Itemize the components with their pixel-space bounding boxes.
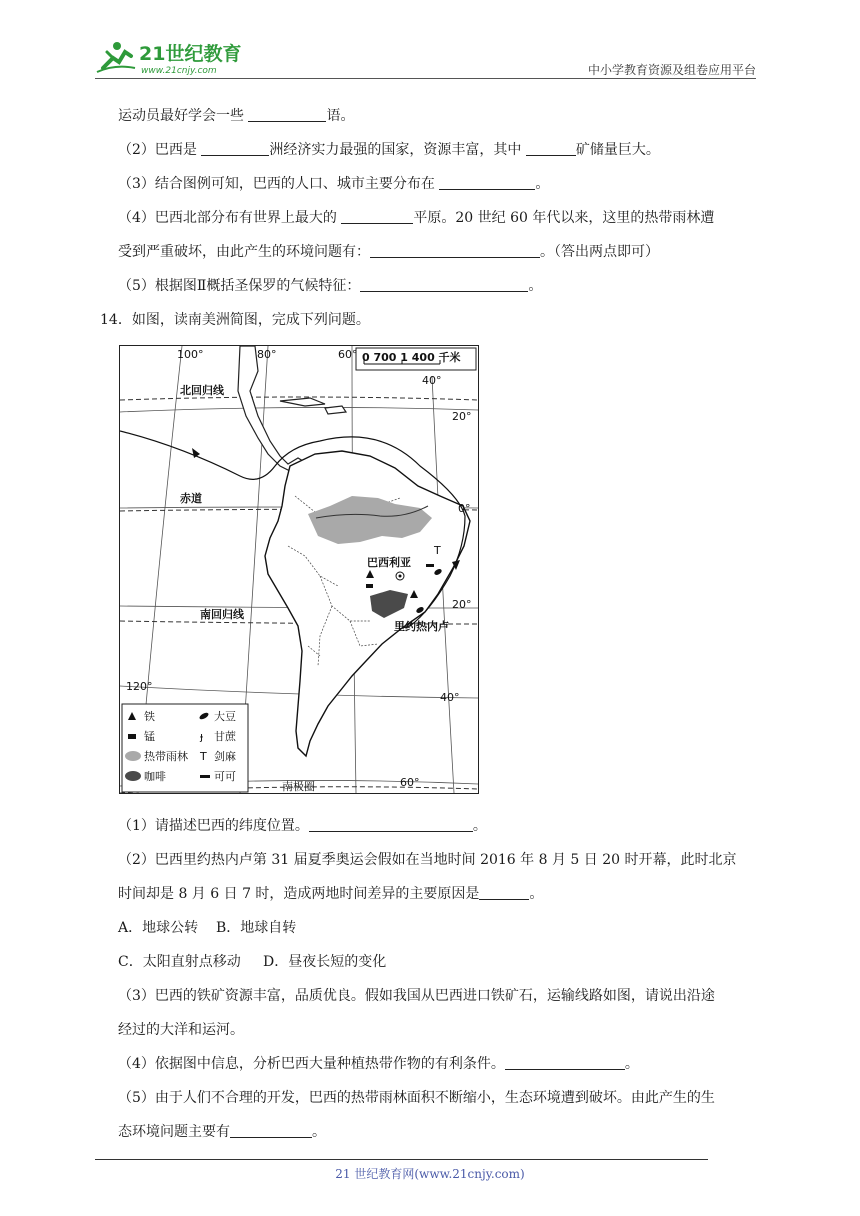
hispaniola bbox=[325, 406, 346, 414]
logo-text: 21世纪教育 bbox=[139, 43, 242, 65]
answer-blank[interactable] bbox=[248, 107, 326, 122]
svg-text:20°: 20° bbox=[452, 410, 472, 423]
q13-line0: 运动员最好学会一些 语。 bbox=[118, 108, 355, 124]
svg-text:巴西利亚: 巴西利亚 bbox=[367, 556, 411, 569]
platform-title: 中小学教育资源及组卷应用平台 bbox=[587, 63, 756, 77]
q14-part5-a: （5）由于人们不合理的开发，巴西的热带雨林面积不断缩小，生态环境遭到破坏。由此产生的生 bbox=[118, 1090, 715, 1106]
manganese-symbol bbox=[366, 584, 373, 588]
q14-part1: （1）请描述巴西的纬度位置。 。 bbox=[118, 818, 487, 834]
q13-part4-a: （4）巴西北部分布有世界上最大的 平原。20 世纪 60 年代以来，这里的热带雨林遭 bbox=[118, 210, 715, 226]
svg-text:20°: 20° bbox=[452, 598, 472, 611]
header-divider bbox=[95, 78, 756, 79]
q14-title: 14．如图，读南美洲简图，完成下列问题。 bbox=[100, 312, 370, 328]
svg-text:里约热内卢: 里约热内卢 bbox=[394, 620, 449, 633]
q14-options-cd bbox=[118, 953, 386, 971]
svg-text:咖啡: 咖啡 bbox=[144, 770, 166, 783]
svg-text:40°: 40° bbox=[440, 691, 460, 704]
svg-text:南回归线: 南回归线 bbox=[200, 608, 244, 621]
option-a[interactable]: A．地球公转 bbox=[118, 920, 199, 936]
parallel-20n bbox=[120, 407, 478, 412]
svg-text:剑麻: 剑麻 bbox=[214, 750, 236, 763]
south-america-map bbox=[119, 345, 479, 794]
answer-blank[interactable] bbox=[370, 243, 540, 258]
svg-text:南极圈: 南极圈 bbox=[282, 780, 315, 793]
answer-blank[interactable] bbox=[479, 885, 529, 900]
svg-text:甘蔗: 甘蔗 bbox=[214, 730, 236, 743]
answer-blank[interactable] bbox=[230, 1123, 312, 1138]
scale-bar bbox=[356, 348, 476, 370]
cuba bbox=[280, 398, 325, 406]
logo-url: www.21cnjy.com bbox=[141, 66, 217, 76]
svg-text:0°: 0° bbox=[458, 502, 471, 515]
svg-text:120°: 120° bbox=[126, 680, 153, 693]
svg-text:40°: 40° bbox=[422, 374, 442, 387]
svg-text:可可: 可可 bbox=[214, 770, 236, 783]
q13-part4-b: 受到严重破坏，由此产生的环境问题有： 。（答出两点即可） bbox=[118, 244, 659, 260]
answer-blank[interactable] bbox=[526, 141, 576, 156]
site-logo bbox=[95, 38, 265, 78]
svg-text:铁: 铁 bbox=[144, 710, 155, 723]
svg-text:0 700 1 400 千米: 0 700 1 400 千米 bbox=[362, 351, 461, 364]
svg-text:80°: 80° bbox=[257, 348, 277, 361]
svg-text:60°: 60° bbox=[400, 776, 420, 789]
q13-part5: （5）根据图Ⅱ概括圣保罗的气候特征： 。 bbox=[118, 278, 543, 294]
option-d[interactable]: D．昼夜长短的变化 bbox=[262, 954, 387, 970]
footer-text[interactable]: 21 世纪教育网(www.21cnjy.com) bbox=[335, 1167, 525, 1181]
q14-part2-a: （2）巴西里约热内卢第 31 届夏季奥运会假如在当地时间 2016 年 8 月 5 日 20 时开幕，此时北京 bbox=[118, 852, 737, 868]
svg-text:T: T bbox=[200, 750, 207, 763]
answer-blank[interactable] bbox=[341, 209, 413, 224]
svg-text:热带雨林: 热带雨林 bbox=[144, 750, 188, 763]
answer-blank[interactable] bbox=[505, 1055, 625, 1070]
answer-blank[interactable] bbox=[439, 175, 535, 190]
runner-icon bbox=[97, 42, 135, 72]
q13-part3: （3）结合图例可知，巴西的人口、城市主要分布在 。 bbox=[118, 176, 550, 192]
footer-divider bbox=[95, 1159, 708, 1160]
svg-text:北回归线: 北回归线 bbox=[180, 384, 224, 397]
sisal-symbol: T bbox=[434, 544, 441, 557]
svg-text:ɟ: ɟ bbox=[200, 730, 204, 743]
svg-text:100°: 100° bbox=[177, 348, 204, 361]
svg-text:60°: 60° bbox=[338, 348, 358, 361]
cocoa-symbol bbox=[426, 564, 434, 567]
svg-text:赤道: 赤道 bbox=[180, 492, 202, 505]
q14-part3-b: 经过的大洋和运河。 bbox=[118, 1022, 244, 1038]
answer-blank[interactable] bbox=[360, 277, 528, 292]
q14-part5-b: 态环境问题主要有 。 bbox=[118, 1124, 326, 1140]
map-legend bbox=[122, 704, 248, 792]
svg-text:大豆: 大豆 bbox=[214, 710, 236, 723]
q13-part2: （2）巴西是 洲经济实力最强的国家，资源丰富，其中 矿储量巨大。 bbox=[118, 142, 660, 158]
q14-part4: （4）依据图中信息，分析巴西大量种植热带作物的有利条件。 。 bbox=[118, 1056, 639, 1072]
answer-blank[interactable] bbox=[201, 141, 269, 156]
option-b[interactable]: B．地球自转 bbox=[215, 920, 297, 936]
q14-part3-a: （3）巴西的铁矿资源丰富，品质优良。假如我国从巴西进口铁矿石，运输线路如图，请说出沿途 bbox=[118, 988, 715, 1004]
q14-part2-b: 时间却是 8 月 6 日 7 时，造成两地时间差异的主要原因是 。 bbox=[118, 886, 544, 902]
svg-text:锰: 锰 bbox=[144, 730, 155, 743]
option-c[interactable]: C．太阳直射点移动 bbox=[118, 954, 241, 970]
answer-blank[interactable] bbox=[309, 817, 473, 832]
q14-options-ab bbox=[118, 919, 296, 937]
